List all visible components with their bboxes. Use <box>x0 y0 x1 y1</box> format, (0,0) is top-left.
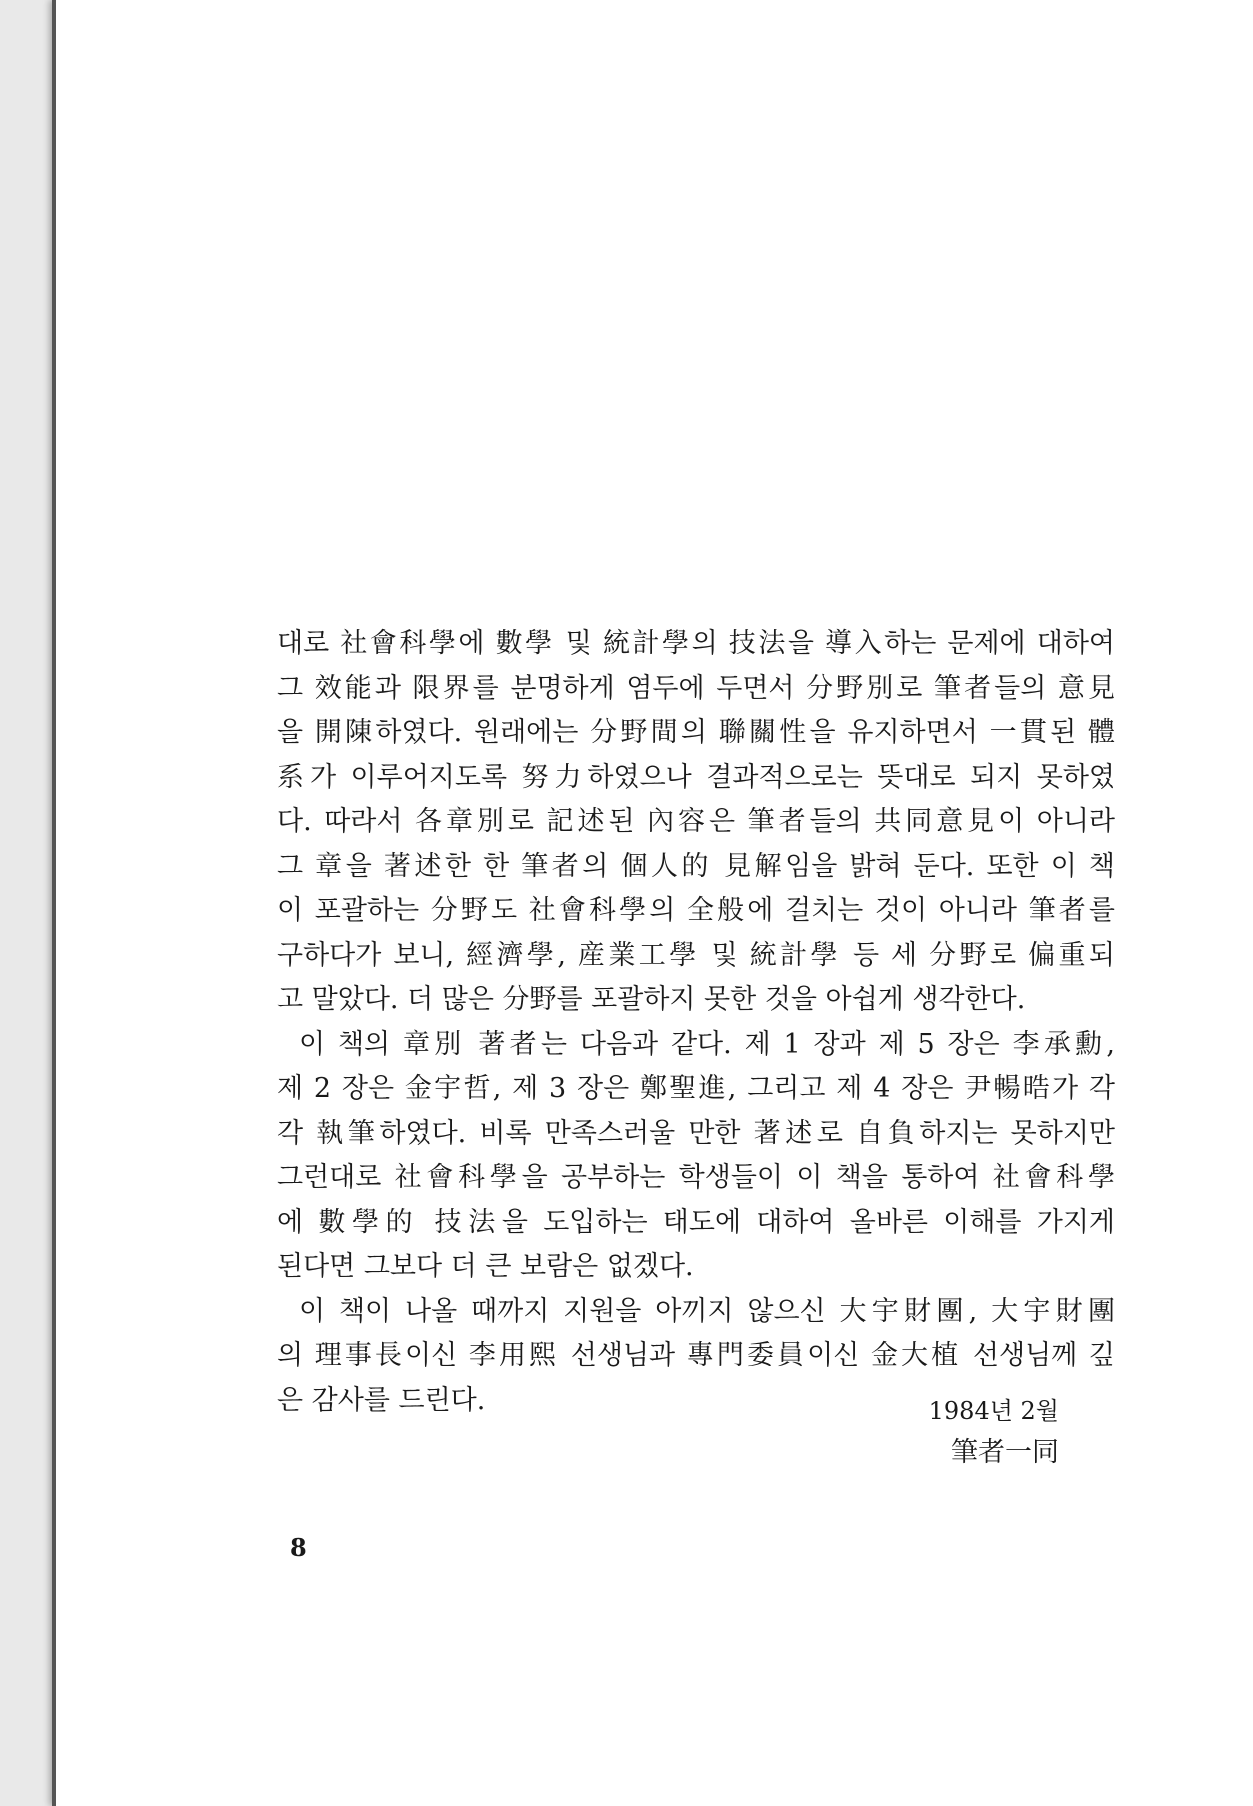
text-line: 그 效能과 限界를 분명하게 염두에 두면서 分野別로 筆者들의 意見 <box>277 672 1115 704</box>
text-line: 에 數學的 技法을 도입하는 태도에 대하여 올바른 이해를 가지게 <box>277 1206 1115 1238</box>
page-spine-edge <box>52 0 56 1806</box>
text-line: 그런대로 社會科學을 공부하는 학생들이 이 책을 통하여 社會科學 <box>277 1162 1115 1193</box>
text-line-indented: 이 책의 章別 著者는 다음과 같다. 제 1 장과 제 5 장은 李承勳, <box>299 1028 1115 1060</box>
text-line: 의 理事長이신 李用熙 선생님과 專門委員이신 金大植 선생님께 깊 <box>277 1340 1115 1371</box>
text-line: 고 말았다. 더 많은 分野를 포괄하지 못한 것을 아쉽게 생각한다. <box>277 984 1026 1015</box>
signoff-date: 1984년 2월 <box>928 1397 1059 1425</box>
text-line-indented: 이 책이 나올 때까지 지원을 아끼지 않으신 大宇財團, 大宇財團 <box>299 1295 1115 1327</box>
text-line: 각 執筆하였다. 비록 만족스러울 만한 著述로 自負하지는 못하지만 <box>277 1117 1115 1149</box>
text-line: 이 포괄하는 分野도 社會科學의 全般에 걸치는 것이 아니라 筆者를 <box>277 895 1115 926</box>
book-page <box>52 0 1253 1806</box>
page-number: 8 <box>290 1533 307 1562</box>
signoff <box>929 1391 1059 1475</box>
text-line: 구하다가 보니, 經濟學, 産業工學 및 統計學 등 세 分野로 偏重되 <box>277 939 1115 971</box>
signoff-authors: 筆者一同 <box>951 1437 1059 1468</box>
body-text <box>277 622 1115 1423</box>
text-line: 系가 이루어지도록 努力하였으나 결과적으로는 뜻대로 되지 못하였 <box>277 761 1115 793</box>
text-line: 을 開陳하였다. 원래에는 分野間의 聯關性을 유지하면서 一貫된 體 <box>277 717 1115 748</box>
text-line: 그 章을 著述한 한 筆者의 個人的 見解임을 밝혀 둔다. 또한 이 책 <box>277 850 1115 882</box>
text-line: 된다면 그보다 더 큰 보람은 없겠다. <box>277 1251 694 1282</box>
text-line: 제 2 장은 金宇哲, 제 3 장은 鄭聖進, 그리고 제 4 장은 尹暢晧가 각 <box>277 1073 1115 1104</box>
text-line: 대로 社會科學에 數學 및 統計學의 技法을 導入하는 문제에 대하여 <box>277 628 1115 659</box>
text-line: 은 감사를 드린다. <box>277 1384 486 1416</box>
text-line: 다. 따라서 各章別로 記述된 內容은 筆者들의 共同意見이 아니라 <box>277 806 1115 837</box>
